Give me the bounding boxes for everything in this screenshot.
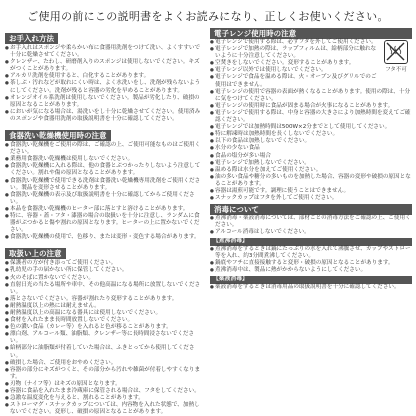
boil-list xyxy=(210,246,412,274)
list-item: ● クレンザー、たわし、研磨剤入りのスポンジは使用しないでください。キズがつくことがあります。 xyxy=(5,59,203,73)
disinfect-heading: 消毒について xyxy=(210,204,412,215)
list-item: ● 食材を入れたまま長時間放置しないでください。 xyxy=(5,317,203,324)
list-item: ● 本品を食器洗い乾燥機のヒーター部に落とすと溶けることがあります。 xyxy=(5,206,203,213)
list-item: ● 色の濃い食品（カレー等）を入れると色が移ることがあります。 xyxy=(5,324,203,331)
list-item: ● スナックカップはフタを外してご使用ください。 xyxy=(210,195,412,202)
list-item: ● 水分の少ない食品 xyxy=(210,145,412,152)
list-item: ● 耐熱温度以上の熱には耐えません。 xyxy=(5,303,203,310)
care-list xyxy=(5,45,203,123)
list-item: ● 業務用食器洗い乾燥機は使用しないでください。 xyxy=(5,156,203,163)
list-item: ● 食品の塩分が多い場合 xyxy=(210,153,412,160)
dishwasher-list xyxy=(5,142,203,241)
dishwasher-section xyxy=(5,123,203,241)
list-item: ● 電子レンジの使用で容器の表面が熱くなることがあります。使用の際は、十分に気をつけてください。 xyxy=(210,89,412,103)
list-item: ● 電子レンジで使用する際は、必ずフタを外してご使用ください。 xyxy=(210,39,412,46)
liquid-subheading: 【薬液消毒】 xyxy=(210,276,412,284)
list-item: ● 容器の部分にキズがつくと、その部分から汚れや雑菌が付着しやすくなります。 xyxy=(5,367,203,381)
list-item: ● 特に、容器・蓋・フタ・漆器の場合の取扱いを十分に注意し、ランダムに食器がぶつかると傷や割れの原因となります。ヒーターの上に置かないでください。 xyxy=(5,213,203,234)
list-item: ● 直射日光の当たる場所や車中、その他高温になる場所に放置しないでください。 xyxy=(5,282,203,296)
microwave-mark-caption: フタ不可 xyxy=(385,67,407,73)
microwave-list xyxy=(210,39,412,202)
list-item: ● 耐熱温度以上の高温になる器具には使用しないでください。 xyxy=(5,310,203,317)
list-item: ● 電子レンジで使用する際は、中身と容器の大きさにより加熱時間を変えてご確認ください。 xyxy=(210,110,412,124)
microwave-heading: 電子レンジ使用時の注意 xyxy=(210,28,412,39)
list-item: ● ストローマグ・スナックカップについては、内容物を入れた状態で、加熱しないでください。変形し、破損の原因となることがあります。 xyxy=(5,402,203,416)
list-item: ● 空焚きをしないでください。変形することがあります。 xyxy=(210,60,412,67)
list-item: ● 漂白剤、アルコール類、油脂類、クレンザー等に長時間浸さないでください。 xyxy=(5,331,203,345)
list-item: ● 食器洗い乾燥機で使用できる洗剤は食器洗い乾燥機専用洗剤をご使用ください。製品を変形させることがあります。 xyxy=(5,178,203,192)
list-item: ● 食器洗い乾燥機をご使用の際は、ご確認の上、ご使用可能なものはご使用ください。 xyxy=(5,142,203,156)
list-item: ● 破損した場合、ご使用をおやめください。 xyxy=(5,360,203,367)
list-item: ● 乳幼児の手の届かない所に保管してください。 xyxy=(5,267,203,274)
list-item: ● 薬液消毒をするときは消毒用品の取扱説明書を十分に確認してください。 xyxy=(210,284,412,291)
list-item: ● においが気になる場合は、湯洗いをし十分に乾燥させてください。使用済みのスポンジや食器用洗剤の取扱説明書を十分に確認してください。 xyxy=(5,109,203,123)
list-item: ● アルカリ洗剤を使用すると、白化することがあります。 xyxy=(5,73,203,80)
care-section xyxy=(5,26,203,123)
left-column xyxy=(5,26,203,416)
list-item: ● 給柄部分に油脂類が付着していた場合は、ふきとってから使用してください。 xyxy=(5,345,203,359)
list-item: ● 鍋底やフチに直接接触すると変形・破損の原因となることがあります。 xyxy=(210,260,412,267)
list-item: ● 電子レンジ以外では使用しないでください。 xyxy=(210,67,412,74)
list-item: ● 電子レンジでは加熱時間は500W×2分までとして使用してください。 xyxy=(210,124,412,131)
list-item: ● 保護者の方が付き添ってご使用ください。 xyxy=(5,260,203,267)
list-item: ● 電子レンジで加熱しないでください。 xyxy=(210,160,412,167)
list-item: ● 煮沸消毒中は、製品に熱がかからないようにしてください。 xyxy=(210,267,412,274)
list-item: ● 煮沸消毒・薬液消毒については、部材ごとの消毒方法をご確認の上、ご使用ください。 xyxy=(210,215,412,229)
page-title: ご使用の前にこの説明書をよくお読みになり、正しくお使いください。 xyxy=(27,10,389,23)
list-item: ● 落とさないでください。容器が割れたり変形することがあります。 xyxy=(5,296,203,303)
boil-subheading: 【煮沸消毒】 xyxy=(210,238,412,246)
list-item: ● 食器洗い乾燥機に入れる際は、他の食器とぶつかったりしないよう注意してください。割れや傷の原因となることがあります。 xyxy=(5,163,203,177)
care-heading: お手入れ方法 xyxy=(5,33,58,44)
list-item: ● 電子レンジで加熱の際は、ラップフィルムは、給柄部分に触れないように十分注意してください。 xyxy=(210,46,412,60)
microwave-section xyxy=(210,28,412,202)
list-item: ● 特に解凍時は加熱時間を長くしないでください。 xyxy=(210,131,412,138)
list-item: ● 温める際は水分を加えてご使用ください。 xyxy=(210,167,412,174)
handling-heading: 取扱い上の注意 xyxy=(5,248,66,259)
disinfect-list xyxy=(210,215,412,236)
list-item: ● 以下の食品は加熱しないでください。 xyxy=(210,138,412,145)
list-item: ● 電子レンジで食品を温める際は、火・オーブン及びグリルでのご使用はできません。 xyxy=(210,74,412,88)
right-column xyxy=(210,26,412,291)
list-item: ● 刃物（ナイフ等）はキズの原因となります。 xyxy=(5,381,203,388)
handling-list xyxy=(5,260,203,416)
list-item: ● アルコール消毒はしないでください。 xyxy=(210,229,412,236)
list-item: ● 茶しぶ・汚れなどが取れにくい時は、よく水洗いをし、洗剤が残らないようにしてください。洗剤が残ると容器の劣化を早めることがあります。 xyxy=(5,80,203,94)
list-item: ● お手入れはスポンジや柔らかい布に食器用洗剤をつけて洗い、よくすすいで十分に乾燥させてください。 xyxy=(5,45,203,59)
list-item: ● 食器洗い乾燥機の表示及び取扱説明書を十分に確認してからご使用ください。 xyxy=(5,192,203,206)
handling-section xyxy=(5,241,203,416)
dishwasher-heading: 食器洗い乾燥機使用時の注意 xyxy=(5,130,111,141)
list-item: ● 食器洗い乾燥機の使用で、色移り、または変形・変色する場合があります。 xyxy=(5,234,203,241)
list-item: ● オレンジオイル系洗剤は使用しないでください。製品が劣化したり、破損の原因となることがあります。 xyxy=(5,95,203,109)
list-item: ● 容器に食品を入れたまま冷蔵庫に保管される場合は、フタをしてください。 xyxy=(5,388,203,395)
list-item: ● 容器は湯煎可能です。調理に使うことはできません。 xyxy=(210,188,412,195)
list-item: ● 火のそばに置かないでください。 xyxy=(5,275,203,282)
disinfect-section xyxy=(210,204,412,291)
list-item: ● 電子レンジの使用時に食品が固まる場合が火事になることがあります。 xyxy=(210,103,412,110)
list-item: ● 煮沸消毒をするときは鍋にたっぷりの水を入れて沸騰させ、カップやストロー等を入れ、約3分間煮沸してください。 xyxy=(210,246,412,260)
list-item: ● 油の多い食品や糖分の多いものを加熱した場合、容器の変形や破損の原因となることがあります。 xyxy=(210,174,412,188)
list-item: ● 急激な温度変化を与えると、割れることがあります。 xyxy=(5,395,203,402)
liquid-list xyxy=(210,284,412,291)
